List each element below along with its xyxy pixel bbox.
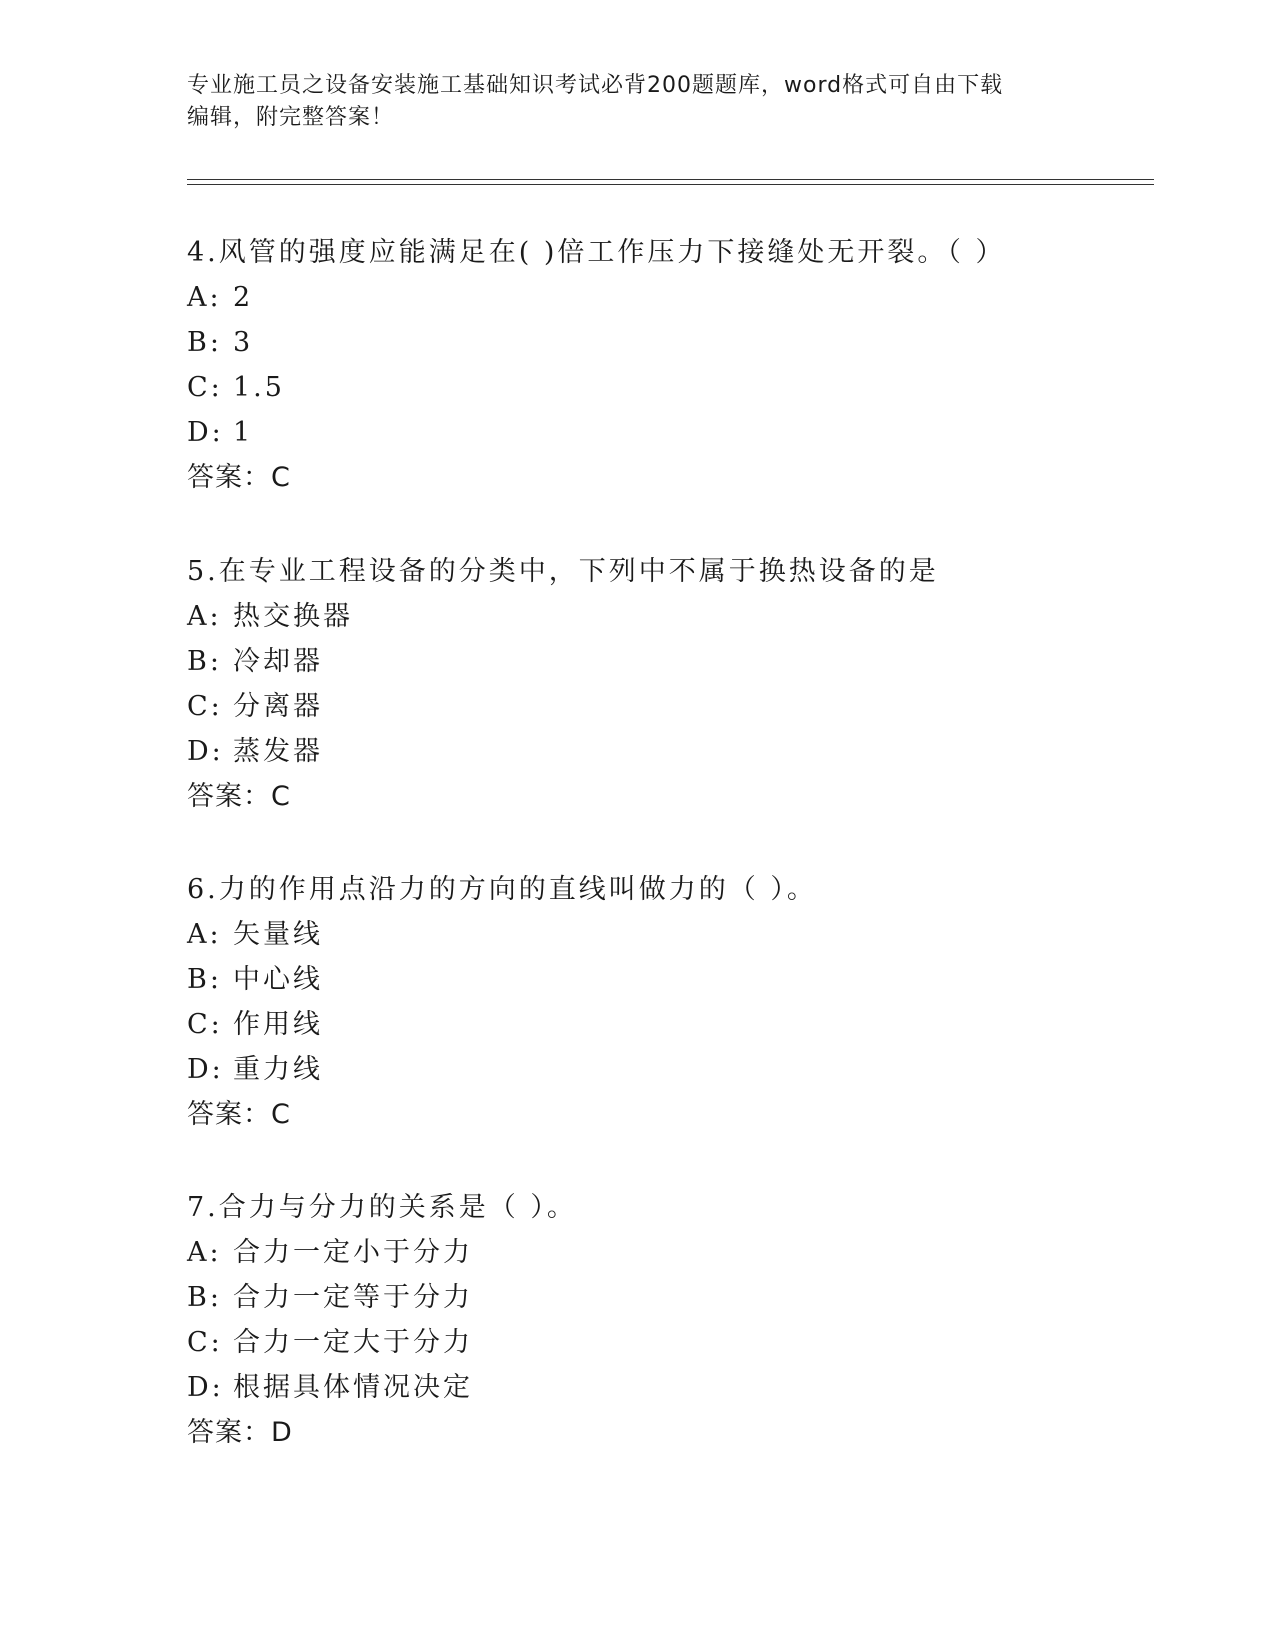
option-text: 1.5 (233, 372, 285, 403)
option-text: 合力一定小于分力 (233, 1237, 473, 1268)
option-text: 冷却器 (233, 646, 323, 677)
question-stem: 4.风管的强度应能满足在( )倍工作压力下接缝处无开裂。（ ） (187, 237, 1006, 268)
option-d (187, 1053, 1147, 1087)
question-7 (187, 1191, 1147, 1450)
option-key: A: (187, 601, 222, 632)
answer-line: 答案：D (187, 1417, 293, 1448)
question-stem: 6.力的作用点沿力的方向的直线叫做力的（ ）。 (187, 874, 817, 905)
option-c (187, 371, 1147, 405)
option-text: 3 (233, 327, 254, 358)
option-b (187, 645, 1147, 679)
option-key: C: (187, 691, 223, 722)
option-text: 分离器 (233, 691, 323, 722)
option-text: 矢量线 (233, 919, 323, 950)
question-5 (187, 555, 1147, 814)
option-c (187, 1326, 1147, 1360)
option-text: 蒸发器 (233, 736, 323, 767)
header-title-line-2: 编辑，附完整答案！ (187, 105, 395, 130)
option-text: 合力一定等于分力 (233, 1282, 473, 1313)
document-header (187, 70, 1067, 134)
option-key: B: (187, 327, 222, 358)
option-c (187, 690, 1147, 724)
option-b (187, 1281, 1147, 1315)
option-key: C: (187, 1009, 223, 1040)
option-key: C: (187, 1327, 223, 1358)
option-text: 1 (233, 417, 254, 448)
option-key: D: (187, 1054, 224, 1085)
option-text: 合力一定大于分力 (233, 1327, 473, 1358)
option-b (187, 963, 1147, 997)
question-stem: 5.在专业工程设备的分类中，下列中不属于换热设备的是 (187, 556, 939, 587)
option-d (187, 1371, 1147, 1405)
answer-line: 答案：C (187, 462, 291, 493)
option-key: A: (187, 1237, 222, 1268)
question-4 (187, 236, 1147, 495)
option-key: D: (187, 736, 224, 767)
option-b (187, 326, 1147, 360)
option-a (187, 1236, 1147, 1270)
option-a (187, 281, 1147, 315)
option-text: 重力线 (233, 1054, 323, 1085)
question-6 (187, 873, 1147, 1132)
option-c (187, 1008, 1147, 1042)
option-key: C: (187, 372, 223, 403)
option-key: B: (187, 964, 222, 995)
option-text: 中心线 (233, 964, 323, 995)
header-title-line-1: 专业施工员之设备安装施工基础知识考试必背200题题库，word格式可自由下载 (187, 73, 1004, 98)
option-a (187, 600, 1147, 634)
option-text: 作用线 (233, 1009, 323, 1040)
answer-line: 答案：C (187, 1099, 291, 1130)
option-key: B: (187, 646, 222, 677)
question-stem: 7.合力与分力的关系是（ ）。 (187, 1192, 577, 1223)
option-key: A: (187, 282, 222, 313)
option-text: 根据具体情况决定 (233, 1372, 473, 1403)
header-divider-top (187, 179, 1154, 180)
option-key: A: (187, 919, 222, 950)
option-d (187, 735, 1147, 769)
answer-line: 答案：C (187, 781, 291, 812)
option-d (187, 416, 1147, 450)
option-key: B: (187, 1282, 222, 1313)
option-a (187, 918, 1147, 952)
option-text: 热交换器 (233, 601, 353, 632)
option-text: 2 (233, 282, 254, 313)
option-key: D: (187, 417, 224, 448)
header-divider-bottom (187, 184, 1154, 185)
option-key: D: (187, 1372, 224, 1403)
